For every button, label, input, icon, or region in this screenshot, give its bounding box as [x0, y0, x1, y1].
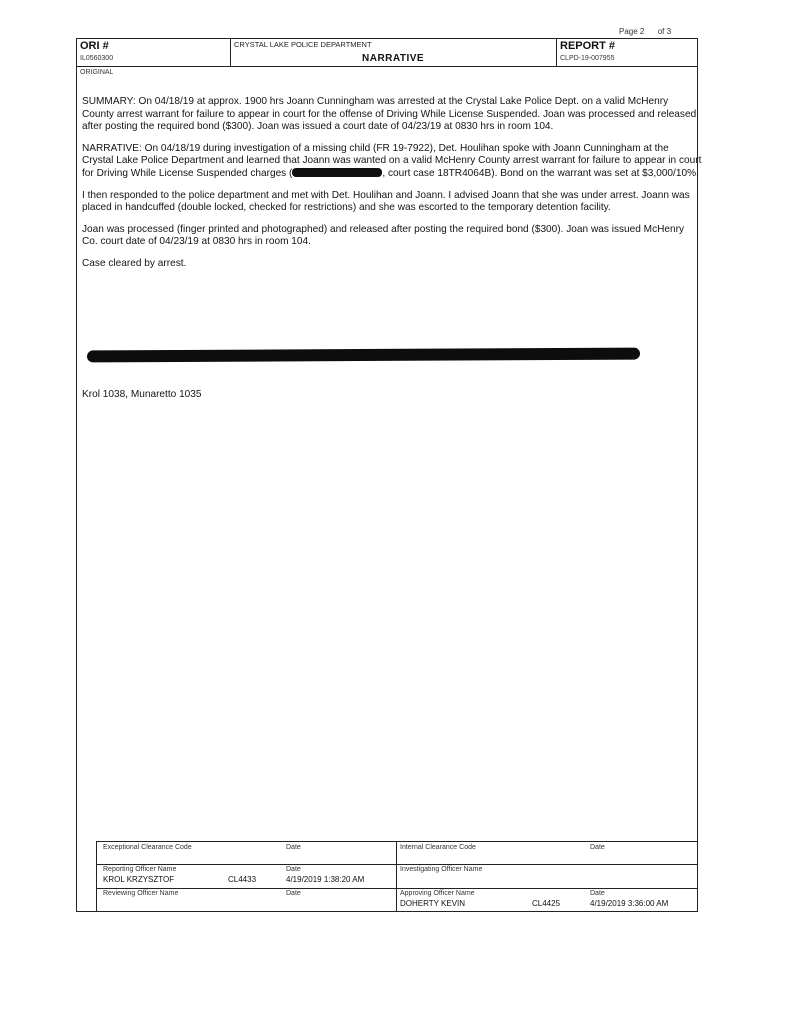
reviewing-officer-label: Reviewing Officer Name [103, 890, 179, 897]
footer-left-edge [96, 841, 97, 912]
narrative-text-part1: NARRATIVE: On 04/18/19 during investigation of a missing child (FR 19-7922), Det. Houlihan spoke with Joann Cunningham at the Crystal Lake Police Department and learned that Joann was wanted on a valid McHenry County arrest warrant for failure to appear in court for Driving While License Suspended charges ( [82, 142, 702, 179]
version-label: ORIGINAL [80, 69, 114, 76]
closing-paragraph: Case cleared by arrest. [82, 257, 187, 269]
exceptional-clearance-label: Exceptional Clearance Code [103, 844, 192, 851]
section-title: NARRATIVE [362, 53, 425, 64]
approving-officer-label: Approving Officer Name [400, 890, 475, 897]
reporting-officer-id: CL4433 [228, 875, 257, 884]
report-number: CLPD-19-007955 [560, 55, 615, 62]
footer-top-line [96, 841, 698, 842]
footer-row-line-1 [96, 864, 698, 865]
header-divider [76, 66, 698, 67]
approving-officer-name: DOHERTY KEVIN [400, 899, 466, 908]
report-label: REPORT # [560, 40, 616, 52]
processing-paragraph: Joan was processed (finger printed and photographed) and released after posting the required bond ($300). Joan was issued McHenry Co. court date of 04/23/19 at 0830 hrs in room 104. [82, 223, 685, 248]
reporting-date-label: Date [286, 866, 301, 873]
internal-date-label: Date [590, 844, 605, 851]
narrative-paragraph [82, 143, 702, 181]
approving-officer-id: CL4425 [532, 899, 561, 908]
ori-value: IL0560300 [80, 55, 114, 62]
officers-line: Krol 1038, Munaretto 1035 [82, 389, 202, 400]
investigating-officer-label: Investigating Officer Name [400, 866, 483, 873]
redaction-mark [292, 168, 382, 177]
reviewing-date-label: Date [286, 890, 301, 897]
reporting-officer-name: KROL KRZYSZTOF [103, 875, 175, 884]
arrest-paragraph: I then responded to the police department and met with Det. Houlihan and Joann. I advised Joann that she was under arrest. Joann was placed in handcuffed (double locked, checked for restrictions) and she was escorted to the temporary detention facility. [82, 189, 690, 214]
page-number: Page 2 of 3 [619, 27, 672, 36]
reporting-officer-label: Reporting Officer Name [103, 866, 177, 873]
summary-paragraph: SUMMARY: On 04/18/19 at approx. 1900 hrs Joann Cunningham was arrested at the Crystal Lake Police Dept. on a valid McHenry County arrest warrant for failure to appear in court for the offense of Driving While License Suspended. Joan was processed and released after posting the required bond ($300). Joan was issued a court date of 04/23/19 at 0830 hrs in room 104. [82, 96, 697, 133]
approving-date: 4/19/2019 3:36:00 AM [590, 899, 669, 908]
ori-label: ORI # [80, 40, 109, 52]
internal-clearance-label: Internal Clearance Code [400, 844, 476, 851]
narrative-body [82, 96, 702, 280]
narrative-text-part2: , court case 18TR4064B). Bond on the warrant was set at $3,000/10%. [382, 167, 699, 179]
reporting-date: 4/19/2019 1:38:20 AM [286, 875, 365, 884]
exceptional-date-label: Date [286, 844, 301, 851]
approving-date-label: Date [590, 890, 605, 897]
footer-mid-divider [396, 841, 397, 912]
header-divider-right [556, 38, 557, 66]
header-divider-left [230, 38, 231, 66]
footer-row-line-2 [96, 888, 698, 889]
department-name: CRYSTAL LAKE POLICE DEPARTMENT [234, 40, 372, 49]
